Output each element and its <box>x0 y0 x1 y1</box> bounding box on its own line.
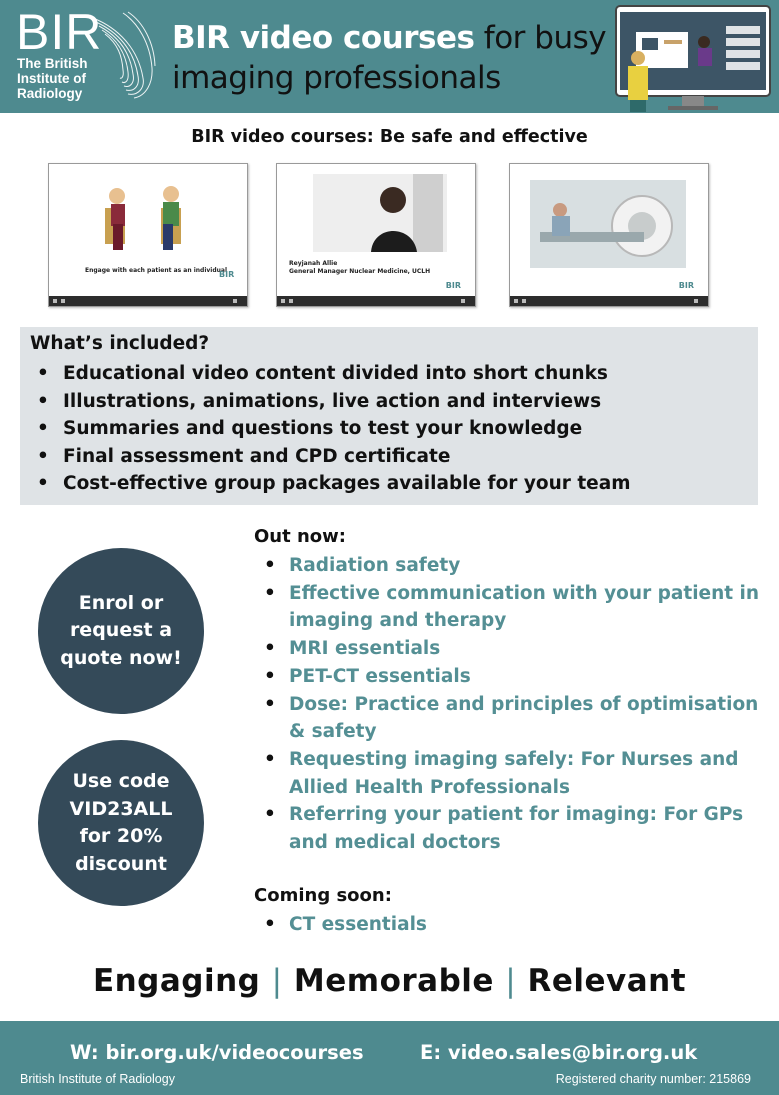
tagline-separator: | <box>505 963 517 999</box>
email-link[interactable]: E: video.sales@bir.org.uk <box>420 1041 698 1064</box>
course-item-referring-patient[interactable]: • Referring your patient for imaging: For GPs and medical doctors <box>262 801 772 856</box>
discount-code-badge <box>38 740 204 906</box>
circle-line: discount <box>75 852 167 875</box>
thumbnail-logo: BIR <box>219 270 235 279</box>
logo-sub-line: The British <box>17 56 88 71</box>
included-list <box>37 360 631 498</box>
header-title <box>172 18 606 98</box>
enrol-quote-button[interactable] <box>38 548 204 714</box>
course-item-mri[interactable]: • MRI essentials <box>262 635 772 663</box>
thumbnail-logo: BIR <box>445 281 461 290</box>
tagline <box>0 963 779 999</box>
charity-number: Registered charity number: 215869 <box>555 1072 751 1086</box>
interview-frame <box>313 174 447 252</box>
section-subtitle: BIR video courses: Be safe and effective <box>191 127 588 147</box>
tagline-word: Relevant <box>527 963 687 999</box>
coming-soon-heading: Coming soon: <box>254 885 392 906</box>
course-list <box>262 552 772 857</box>
circle-line: quote now! <box>60 646 182 669</box>
list-item: • Educational video content divided into short chunks <box>37 360 631 388</box>
course-item-pet-ct[interactable]: • PET-CT essentials <box>262 663 772 691</box>
header-banner <box>0 0 779 113</box>
course-item-requesting-imaging[interactable]: • Requesting imaging safely: For Nurses and Allied Health Professionals <box>262 746 772 801</box>
website-link[interactable]: W: bir.org.uk/videocourses <box>70 1041 364 1064</box>
course-item-effective-communication[interactable]: • Effective communication with your patient in imaging and therapy <box>262 580 772 635</box>
coming-soon-list <box>262 911 427 939</box>
list-item: • Cost-effective group packages available for your team <box>37 470 631 498</box>
tagline-word: Engaging <box>92 963 261 999</box>
whats-included-box <box>20 327 758 505</box>
circle-line: request a <box>69 619 173 642</box>
course-item-dose[interactable]: • Dose: Practice and principles of optimisation & safety <box>262 691 772 746</box>
bir-logo: BIR <box>16 4 103 60</box>
list-item: • Final assessment and CPD certificate <box>37 443 631 471</box>
discount-code: VID23ALL <box>69 797 173 820</box>
organisation-name: British Institute of Radiology <box>20 1072 175 1086</box>
presenter-role: General Manager Nuclear Medicine, UCLH <box>289 268 431 275</box>
circle-line: Enrol or <box>78 591 164 614</box>
list-item: • Summaries and questions to test your knowledge <box>37 415 631 443</box>
course-item-ct[interactable]: • CT essentials <box>262 911 427 939</box>
included-heading: What’s included? <box>30 333 210 354</box>
course-item-radiation-safety[interactable]: • Radiation safety <box>262 552 772 580</box>
video-thumbnail-illustration[interactable] <box>48 163 248 307</box>
logo-sub-line: Institute of <box>17 71 86 86</box>
video-control-bar[interactable] <box>49 296 247 306</box>
title-white-part: BIR video courses <box>172 20 475 56</box>
title-dark-line2: imaging professionals <box>172 60 501 96</box>
mri-scanner-photo-icon <box>530 180 686 268</box>
out-now-heading: Out now: <box>254 526 346 547</box>
monitor-illustration-icon <box>612 4 774 112</box>
presenter-name: Reyjanah Allie <box>289 260 338 267</box>
tagline-separator: | <box>271 963 283 999</box>
tagline-word: Memorable <box>293 963 494 999</box>
footer <box>0 1021 779 1095</box>
illustration-two-people-icon <box>49 164 247 298</box>
circle-line: for 20% <box>79 825 163 847</box>
logo-swirl-icon <box>88 8 158 100</box>
circle-line: Use code <box>72 770 170 792</box>
presenter-photo-icon <box>313 174 447 252</box>
thumbnail-caption: Engage with each patient as an individual <box>85 267 228 274</box>
title-dark-part: for busy <box>474 20 607 56</box>
scanner-photo <box>530 180 686 268</box>
thumbnail-logo: BIR <box>678 281 694 290</box>
list-item: • Illustrations, animations, live action and interviews <box>37 388 631 416</box>
logo-sub-line: Radiology <box>17 86 83 101</box>
